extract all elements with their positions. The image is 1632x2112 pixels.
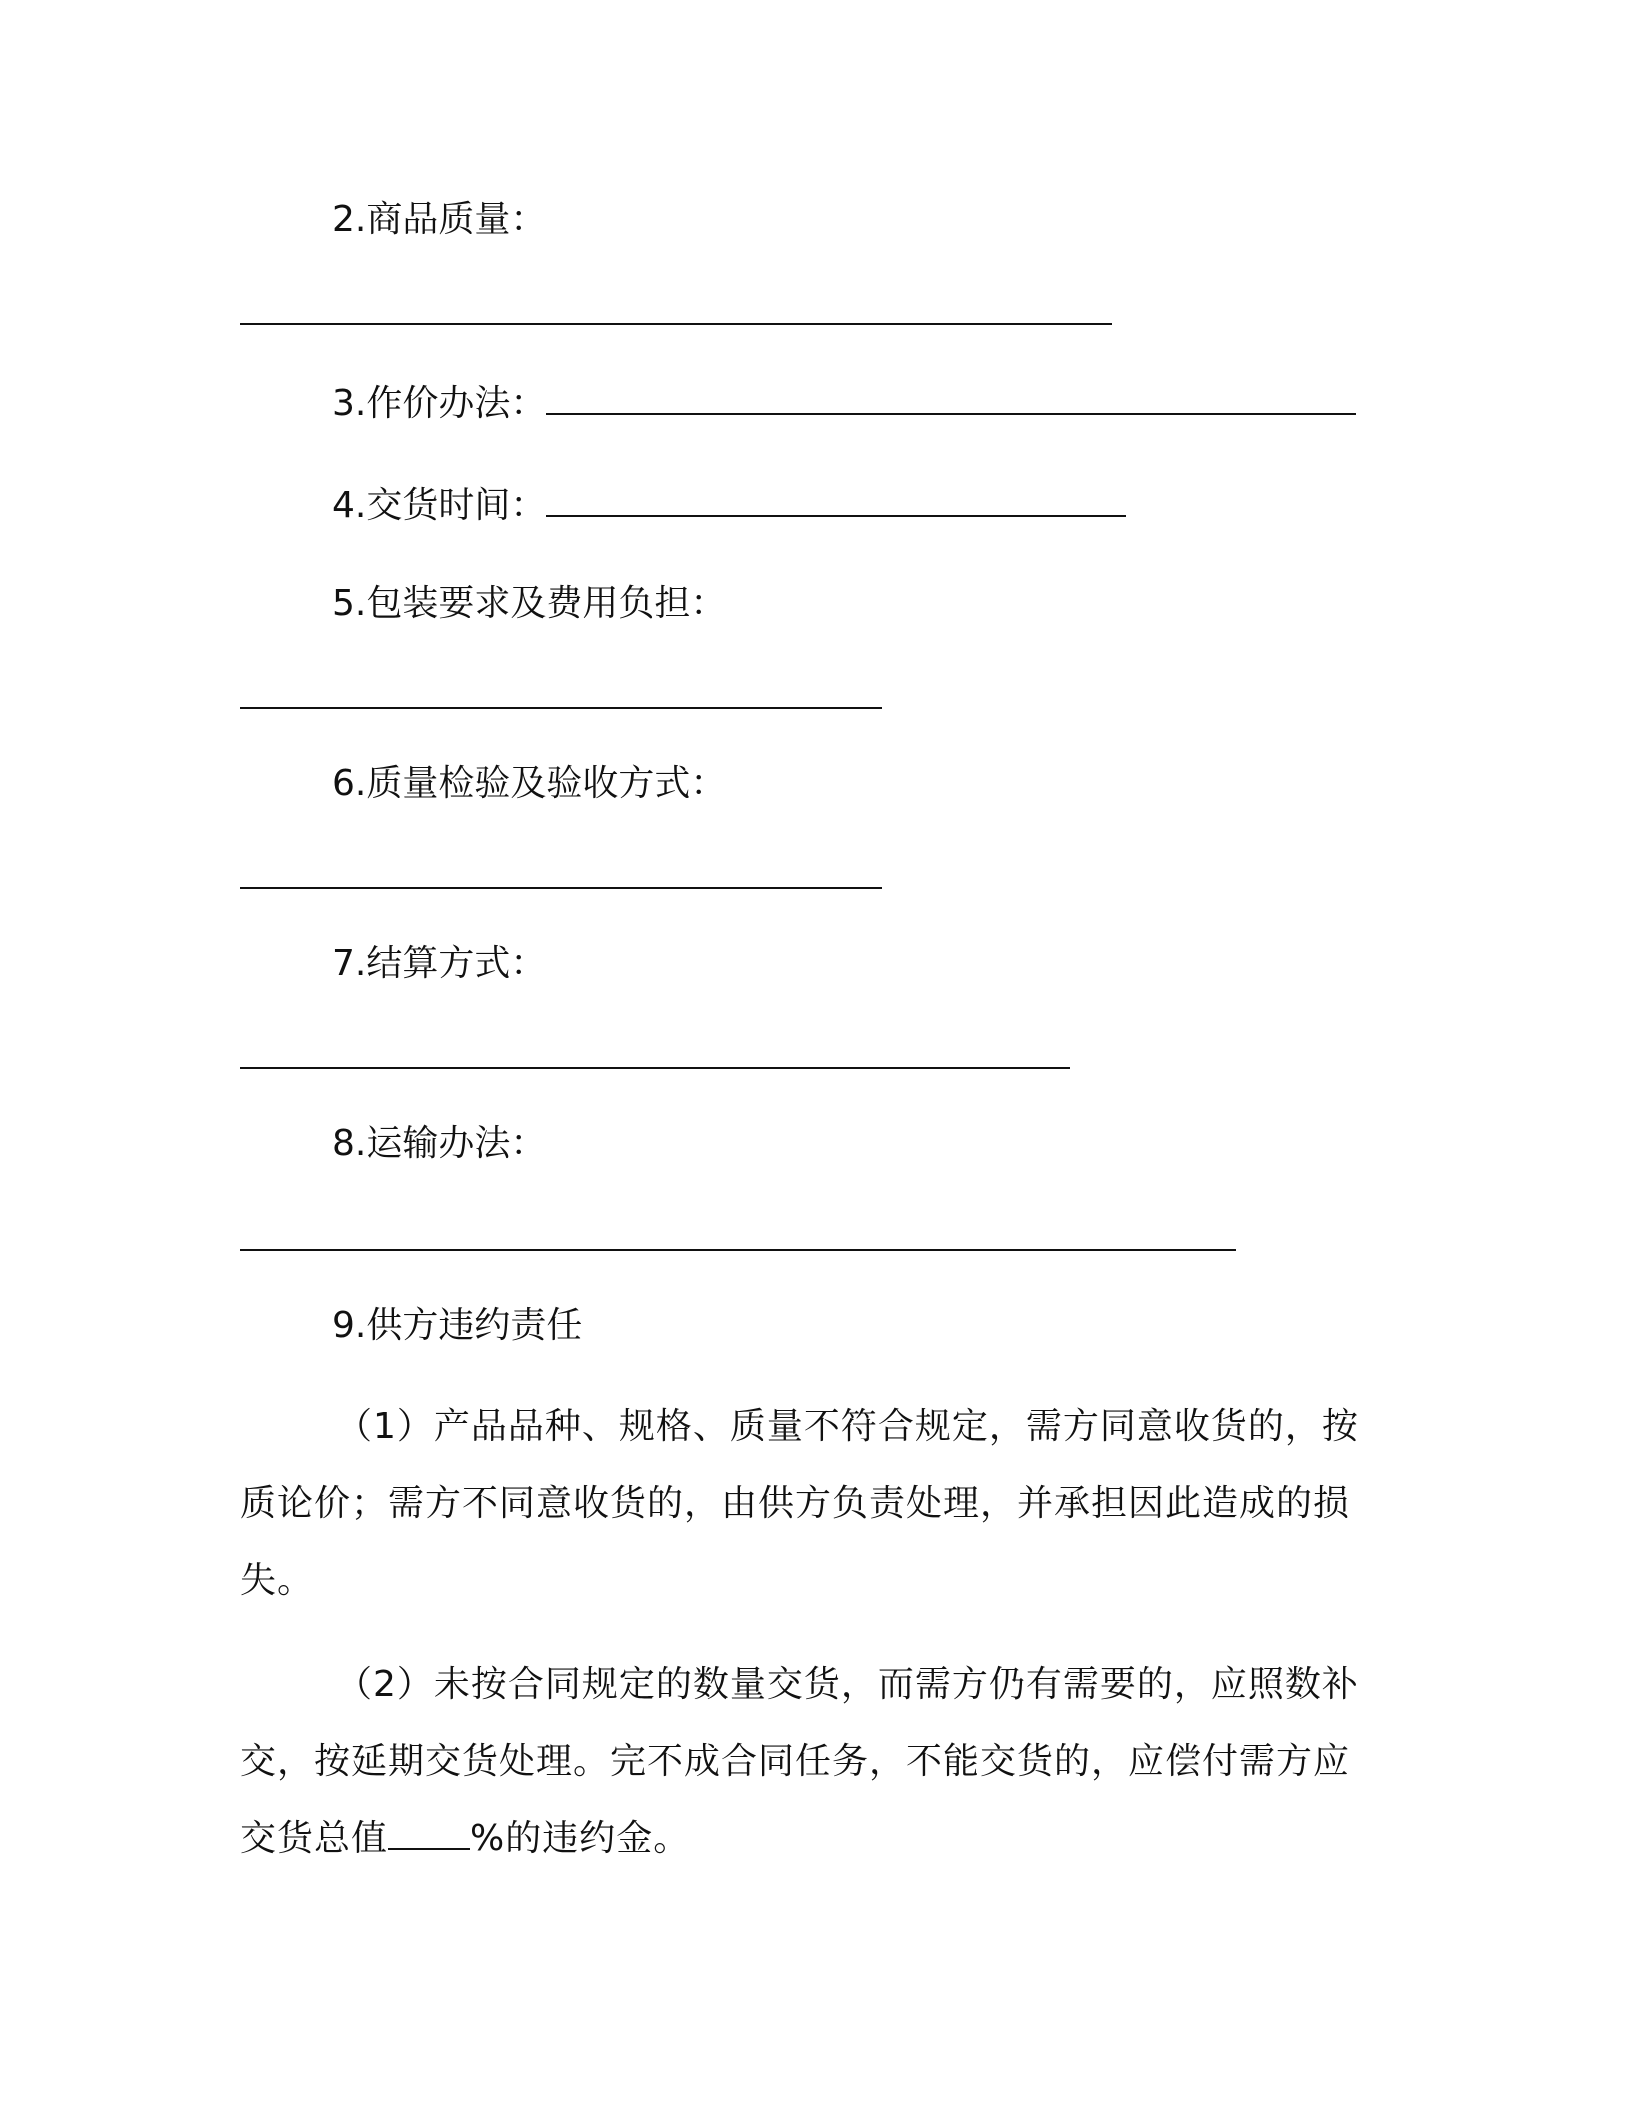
clause-1 xyxy=(240,1388,1360,1619)
settlement-blank-line[interactable] xyxy=(240,1034,1070,1082)
inspection-blank-line[interactable] xyxy=(240,854,882,902)
clause-2-line-3-start: 交货总值 xyxy=(240,1818,389,1859)
item-inspection-label: 6.质量检验及验收方式： xyxy=(332,763,727,804)
clause-2 xyxy=(240,1646,1360,1877)
clause-1-line-2: 质论价；需方不同意收货的，由供方负责处理，并承担因此造成的损 xyxy=(240,1483,1351,1524)
packaging-blank-line[interactable] xyxy=(240,674,882,722)
clause-2-line-2: 交，按延期交货处理。完不成合同任务，不能交货的，应偿付需方应 xyxy=(240,1741,1351,1782)
settlement-blank[interactable] xyxy=(240,1037,1070,1069)
item-settlement-label: 7.结算方式： xyxy=(332,943,547,984)
item-packaging-label: 5.包装要求及费用负担： xyxy=(332,583,727,624)
clause-1-line-3: 失。 xyxy=(240,1560,315,1601)
item-transport-label: 8.运输办法： xyxy=(332,1123,547,1164)
pricing-label: 3.作价办法： xyxy=(332,383,547,424)
packaging-blank[interactable] xyxy=(240,677,882,709)
delivery-time-blank[interactable] xyxy=(546,485,1126,517)
penalty-percent-blank[interactable] xyxy=(388,1818,470,1850)
delivery-time-label: 4.交货时间： xyxy=(332,485,547,526)
clause-2-line-3-end: %的违约金。 xyxy=(470,1818,691,1859)
transport-blank[interactable] xyxy=(240,1219,1236,1251)
clause-2-line-1: （2）未按合同规定的数量交货，而需方仍有需要的，应照数补 xyxy=(336,1664,1359,1705)
pricing-blank[interactable] xyxy=(546,383,1356,415)
transport-blank-line[interactable] xyxy=(240,1216,1236,1264)
quality-blank-line[interactable] xyxy=(240,290,1112,338)
item-delivery-time xyxy=(332,482,1126,530)
clause-1-line-1: （1）产品品种、规格、质量不符合规定，需方同意收货的，按 xyxy=(336,1406,1359,1447)
clause-2-line-3 xyxy=(240,1800,1360,1877)
item-pricing xyxy=(332,380,1356,428)
liability-heading: 9.供方违约责任 xyxy=(332,1305,583,1346)
item-quality-label: 2.商品质量： xyxy=(332,199,547,240)
quality-blank[interactable] xyxy=(240,293,1112,325)
inspection-blank[interactable] xyxy=(240,857,882,889)
